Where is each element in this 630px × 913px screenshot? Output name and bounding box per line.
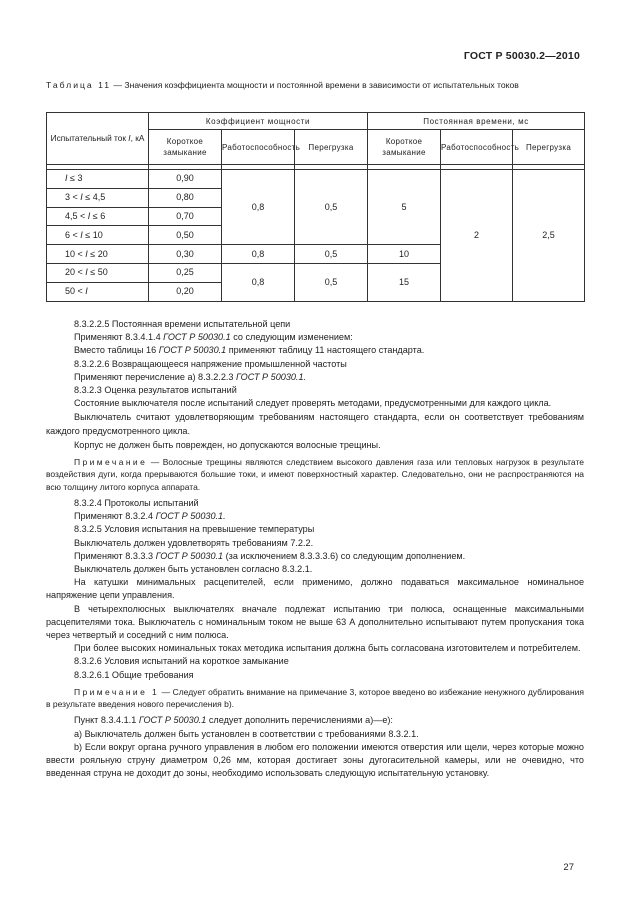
note bbox=[46, 686, 584, 711]
cell-pf-short-circuit: 0,30 bbox=[149, 245, 222, 264]
cell-pf-operational: 0,8 bbox=[222, 170, 295, 245]
section-heading: 8.3.2.3 Оценка результатов испытаний bbox=[74, 385, 237, 396]
cell-pf-overload: 0,5 bbox=[295, 170, 368, 245]
cell-pf-operational: 0,8 bbox=[222, 263, 295, 301]
section-heading: 8.3.2.5 Условия испытания на превышение температуры bbox=[74, 524, 315, 535]
table-caption bbox=[46, 80, 584, 92]
cell-pf-short-circuit: 0,70 bbox=[149, 207, 222, 226]
cell-current: 4,5 < I ≤ 6 bbox=[47, 207, 149, 226]
cell-tc-short-circuit: 10 bbox=[368, 245, 441, 264]
paragraph: Выключатель считают удовлетворяющим требованиям настоящего стандарта, если он соответствует требованиям каждого предусмотренного цикла. bbox=[46, 412, 584, 436]
list-item: b) Если вокруг органа ручного управления в любом его положении имеются отверстия или щели, через которые можно ввести рояльную струну диаметром 0,26 мм, которая достигает зоны дугогасительной камеры, или не очевидно, что введенная струна не доходит до зоны, необходимо использовать следующую испытательную установку. bbox=[46, 741, 584, 779]
list-item: a) Выключатель должен быть установлен в соответствии с требованиями 8.3.2.1. bbox=[74, 728, 419, 739]
group-header-power-factor: Коэффициент мощности bbox=[149, 113, 368, 130]
cell-current: 6 < I ≤ 10 bbox=[47, 226, 149, 245]
paragraph: Корпус не должен быть поврежден, но допускаются волосные трещины. bbox=[74, 439, 381, 450]
standard-reference: ГОСТ Р 50030.1 bbox=[155, 550, 224, 561]
power-factor-time-constant-table bbox=[46, 112, 585, 302]
group-header-time-constant: Постоянная времени, мс bbox=[368, 113, 585, 130]
section-heading: 8.3.2.4 Протоколы испытаний bbox=[74, 497, 199, 508]
cell-current: 3 < I ≤ 4,5 bbox=[47, 188, 149, 207]
cell-pf-short-circuit: 0,20 bbox=[149, 282, 222, 301]
subheader-pf-overload: Перегрузка bbox=[295, 130, 368, 165]
subheader-tc-short-circuit: Короткое замыкание bbox=[368, 130, 441, 165]
cell-current: 20 < I ≤ 50 bbox=[47, 263, 149, 282]
subheader-tc-operational: Работоспособность bbox=[441, 130, 513, 165]
section-heading: 8.3.2.2.6 Возвращающееся напряжение промышленной частоты bbox=[74, 358, 347, 369]
subheader-pf-operational: Работоспособность bbox=[222, 130, 295, 165]
document-header-id: ГОСТ Р 50030.2—2010 bbox=[463, 50, 580, 62]
col-header-test-current: Испытательный ток I, кА bbox=[47, 113, 149, 165]
paragraph: Применяют 8.3.4.1.4 ГОСТ Р 50030.1 со следующим изменением: bbox=[74, 332, 353, 343]
standard-reference: ГОСТ Р 50030.1. bbox=[155, 511, 226, 522]
document-body bbox=[46, 318, 584, 780]
section-heading: 8.3.2.6 Условия испытаний на короткое замыкание bbox=[74, 656, 289, 667]
cell-pf-short-circuit: 0,25 bbox=[149, 263, 222, 282]
paragraph: При более высоких номинальных токах методика испытания должна быть согласована изготовителем и потребителем. bbox=[74, 643, 581, 654]
paragraph: Выключатель должен быть установлен согласно 8.3.2.1. bbox=[74, 563, 313, 574]
standard-reference: ГОСТ Р 50030.1 bbox=[138, 715, 207, 726]
cell-current: 50 < I bbox=[47, 282, 149, 301]
standard-reference: ГОСТ Р 50030.1 bbox=[163, 332, 231, 343]
table-caption-text: — Значения коэффициента мощности и постоянной времени в зависимости от испытательных токов bbox=[111, 80, 519, 90]
cell-tc-short-circuit: 15 bbox=[368, 263, 441, 301]
paragraph: Применяют перечисление а) 8.3.2.2.3 ГОСТ Р 50030.1. bbox=[74, 371, 307, 382]
note-label: Примечание 1 bbox=[74, 686, 160, 697]
table-caption-label: Таблица 11 bbox=[46, 80, 112, 90]
standard-reference: ГОСТ Р 50030.1 bbox=[158, 345, 227, 356]
paragraph: Применяют 8.3.2.4 ГОСТ Р 50030.1. bbox=[74, 511, 226, 522]
paragraph: Выключатель должен удовлетворять требованиям 7.2.2. bbox=[74, 537, 314, 548]
paragraph: Применяют 8.3.3.3 ГОСТ Р 50030.1 (за исключением 8.3.3.3.6) со следующим дополнением. bbox=[74, 550, 466, 561]
cell-pf-short-circuit: 0,50 bbox=[149, 226, 222, 245]
cell-pf-overload: 0,5 bbox=[295, 245, 368, 264]
subheader-pf-short-circuit: Короткое замыкание bbox=[149, 130, 222, 165]
cell-tc-short-circuit: 5 bbox=[368, 170, 441, 245]
note bbox=[46, 456, 584, 493]
cell-tc-operational: 2 bbox=[441, 170, 513, 302]
subheader-tc-overload: Перегрузка bbox=[513, 130, 585, 165]
paragraph: В четырехполюсных выключателях вначале подлежат испытанию три полюса, оснащенные максимальными расцепителями тока. Выключатель с номинальным током не выше 63 А дополнительно испытывают путем пропускания тока через четвертый и соседний с ним полюса. bbox=[46, 603, 584, 640]
paragraph: Состояние выключателя после испытаний следует проверять методами, предусмотренными для каждого цикла. bbox=[74, 398, 552, 409]
standard-reference: ГОСТ Р 50030.1. bbox=[235, 371, 307, 382]
note-text: — Волосные трещины являются следствием высокого давления газа или тепловых нагрузок в результате воздействия дуги, когда прерываются большие токи, и имеют поверхностный характер. Следовательно, они не распространяются на всю толщину литого корпуса аппарата. bbox=[46, 457, 584, 492]
note-text: — Следует обратить внимание на примечание 3, которое введено во избежание ненужного дублирования в результате введения нового перечисления b). bbox=[46, 686, 584, 710]
cell-current: 10 < I ≤ 20 bbox=[47, 245, 149, 264]
paragraph: Пункт 8.3.4.1.1 ГОСТ Р 50030.1 следует дополнить перечислениями а)—е): bbox=[74, 715, 393, 726]
paragraph: На катушки минимальных расцепителей, если применимо, должно подаваться максимальное номинальное напряжение цепи управления. bbox=[46, 577, 584, 601]
section-heading: 8.3.2.2.5 Постоянная времени испытательной цепи bbox=[74, 319, 291, 329]
cell-pf-short-circuit: 0,90 bbox=[149, 170, 222, 189]
cell-pf-operational: 0,8 bbox=[222, 245, 295, 264]
cell-pf-short-circuit: 0,80 bbox=[149, 188, 222, 207]
page-number: 27 bbox=[563, 862, 574, 873]
table-row bbox=[47, 170, 585, 189]
cell-current: I ≤ 3 bbox=[47, 170, 149, 189]
cell-pf-overload: 0,5 bbox=[295, 263, 368, 301]
cell-tc-overload: 2,5 bbox=[513, 170, 585, 302]
note-label: Примечание bbox=[74, 457, 148, 468]
section-heading: 8.3.2.6.1 Общие требования bbox=[74, 669, 194, 680]
paragraph: Вместо таблицы 16 ГОСТ Р 50030.1 применяют таблицу 11 настоящего стандарта. bbox=[74, 345, 425, 356]
